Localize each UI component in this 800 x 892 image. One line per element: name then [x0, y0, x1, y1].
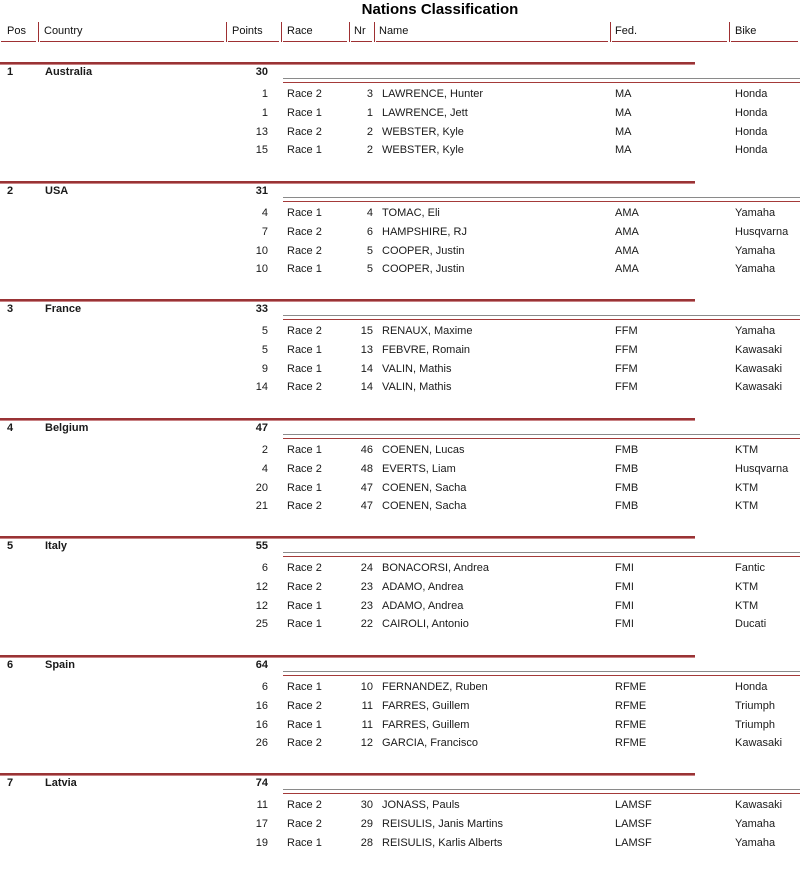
nation-section	[0, 536, 800, 655]
rider-points: 2	[261, 444, 268, 456]
nation-position: 6	[7, 659, 14, 671]
rider-race: Race 2	[287, 799, 322, 811]
rider-name: ADAMO, Andrea	[382, 600, 464, 612]
column-header-country: Country	[38, 22, 226, 42]
rider-bike: Kawasaki	[735, 363, 783, 375]
rider-number: 15	[360, 325, 373, 337]
rider-federation: FMB	[615, 463, 639, 475]
rider-number: 10	[360, 681, 373, 693]
rider-federation: AMA	[615, 226, 639, 238]
rider-federation: FFM	[615, 344, 638, 356]
rider-number: 11	[361, 700, 373, 712]
nation-section	[0, 62, 800, 181]
rider-bike: Honda	[735, 144, 768, 156]
rider-federation: FFM	[615, 363, 638, 375]
column-header-pos: Pos	[0, 22, 38, 42]
rider-name: COENEN, Sacha	[382, 500, 467, 512]
rider-name: COOPER, Justin	[382, 263, 465, 275]
rider-federation: MA	[615, 107, 632, 119]
nation-section	[0, 773, 800, 892]
nation-position: 7	[7, 777, 14, 789]
rider-federation: RFME	[615, 681, 647, 693]
nation-position: 1	[7, 66, 14, 78]
rider-number: 11	[361, 719, 373, 731]
nation-underline-gray	[283, 671, 800, 672]
rider-name: COENEN, Sacha	[382, 482, 467, 494]
rider-name: WEBSTER, Kyle	[382, 144, 464, 156]
nation-underline-gray	[283, 78, 800, 79]
rider-federation: LAMSF	[615, 818, 652, 830]
rider-race: Race 2	[287, 500, 322, 512]
nation-country: Australia	[45, 66, 93, 78]
rider-race: Race 2	[287, 226, 322, 238]
nation-points: 64	[255, 659, 268, 671]
rider-bike: Kawasaki	[735, 381, 783, 393]
rider-points: 5	[261, 344, 268, 356]
column-header-race: Race	[281, 22, 349, 42]
section-separator-line	[0, 655, 695, 658]
rider-race: Race 1	[287, 107, 322, 119]
rider-row	[0, 107, 800, 120]
rider-race: Race 1	[287, 837, 322, 849]
rider-row	[0, 245, 800, 258]
rider-name: WEBSTER, Kyle	[382, 126, 464, 138]
rider-points: 10	[255, 263, 268, 275]
rider-points: 4	[261, 463, 268, 475]
page-title: Nations Classification	[361, 1, 519, 18]
rider-points: 1	[261, 88, 268, 100]
nation-section	[0, 418, 800, 537]
rider-bike: Triumph	[735, 700, 775, 712]
rider-race: Race 1	[287, 144, 322, 156]
rider-bike: Honda	[735, 107, 768, 119]
rider-points: 11	[256, 799, 268, 811]
rider-race: Race 2	[287, 737, 322, 749]
rider-points: 6	[261, 681, 268, 693]
rider-bike: Kawasaki	[735, 344, 783, 356]
rider-points: 10	[255, 245, 268, 257]
rider-points: 13	[255, 126, 268, 138]
rider-race: Race 2	[287, 126, 322, 138]
rider-race: Race 2	[287, 245, 322, 257]
nation-points: 55	[255, 540, 268, 552]
rider-bike: Honda	[735, 126, 768, 138]
rider-row	[0, 737, 800, 750]
rider-federation: FMI	[615, 600, 634, 612]
rider-federation: AMA	[615, 207, 639, 219]
rider-points: 7	[261, 226, 268, 238]
nation-points: 74	[255, 777, 268, 789]
rider-race: Race 2	[287, 463, 322, 475]
rider-federation: FMB	[615, 500, 639, 512]
nation-underline-red	[283, 793, 800, 794]
rider-points: 5	[261, 325, 268, 337]
rider-federation: LAMSF	[615, 799, 652, 811]
nation-underline-red	[283, 556, 800, 557]
rider-race: Race 2	[287, 325, 322, 337]
rider-race: Race 2	[287, 700, 322, 712]
rider-points: 17	[255, 818, 268, 830]
nation-underline-red	[283, 438, 800, 439]
nation-points: 33	[255, 303, 268, 315]
rider-federation: RFME	[615, 700, 647, 712]
rider-federation: FFM	[615, 325, 638, 337]
rider-row	[0, 562, 800, 575]
rider-name: VALIN, Mathis	[382, 363, 452, 375]
column-header-bike: Bike	[729, 22, 800, 42]
nation-underline-red	[283, 201, 800, 202]
column-header-nr: Nr	[349, 22, 374, 42]
rider-race: Race 1	[287, 600, 322, 612]
nation-country: Italy	[45, 540, 68, 552]
rider-row	[0, 263, 800, 276]
rider-number: 28	[360, 837, 373, 849]
column-header-name: Name	[374, 22, 610, 42]
nation-position: 5	[7, 540, 14, 552]
nation-points: 30	[255, 66, 268, 78]
rider-name: FARRES, Guillem	[382, 719, 470, 731]
nation-country: Spain	[45, 659, 75, 671]
rider-bike: Yamaha	[735, 818, 776, 830]
rider-bike: Yamaha	[735, 207, 776, 219]
rider-bike: Yamaha	[735, 245, 776, 257]
nation-position: 2	[7, 185, 14, 197]
rider-points: 9	[261, 363, 268, 375]
rider-row	[0, 681, 800, 694]
rider-name: EVERTS, Liam	[382, 463, 456, 475]
rider-race: Race 1	[287, 444, 322, 456]
rider-name: RENAUX, Maxime	[382, 325, 473, 337]
nation-underline-gray	[283, 197, 800, 198]
rider-points: 20	[255, 482, 268, 494]
rider-row	[0, 600, 800, 613]
rider-name: VALIN, Mathis	[382, 381, 452, 393]
rider-federation: FMB	[615, 444, 639, 456]
rider-federation: FMI	[615, 618, 634, 630]
rider-race: Race 2	[287, 88, 322, 100]
rider-points: 4	[261, 207, 268, 219]
nation-country: USA	[45, 185, 69, 197]
rider-number: 29	[360, 818, 373, 830]
rider-number: 24	[360, 562, 373, 574]
rider-points: 12	[255, 581, 268, 593]
rider-name: FEBVRE, Romain	[382, 344, 471, 356]
rider-race: Race 2	[287, 581, 322, 593]
rider-federation: LAMSF	[615, 837, 652, 849]
rider-bike: KTM	[735, 444, 759, 456]
column-header-fed: Fed.	[610, 22, 729, 42]
rider-number: 5	[366, 263, 373, 275]
rider-federation: FFM	[615, 381, 638, 393]
nation-country: France	[45, 303, 82, 315]
rider-points: 1	[261, 107, 268, 119]
nation-underline-gray	[283, 434, 800, 435]
nation-underline-gray	[283, 789, 800, 790]
rider-number: 6	[366, 226, 373, 238]
nation-country: Latvia	[45, 777, 77, 789]
rider-name: REISULIS, Janis Martins	[382, 818, 504, 830]
rider-bike: Fantic	[735, 562, 765, 574]
nation-points: 47	[255, 422, 268, 434]
rider-bike: Husqvarna	[735, 226, 789, 238]
rider-row	[0, 482, 800, 495]
rider-name: JONASS, Pauls	[382, 799, 460, 811]
rider-federation: AMA	[615, 263, 639, 275]
rider-bike: KTM	[735, 600, 759, 612]
rider-bike: KTM	[735, 500, 759, 512]
rider-row	[0, 463, 800, 476]
rider-row	[0, 207, 800, 220]
nation-position: 4	[7, 422, 14, 434]
rider-bike: Yamaha	[735, 263, 776, 275]
rider-bike: Yamaha	[735, 325, 776, 337]
rider-federation: MA	[615, 126, 632, 138]
nation-underline-gray	[283, 315, 800, 316]
nation-country: Belgium	[45, 422, 89, 434]
rider-number: 47	[360, 500, 373, 512]
rider-number: 46	[360, 444, 373, 456]
rider-row	[0, 581, 800, 594]
rider-bike: Ducati	[735, 618, 767, 630]
rider-number: 1	[366, 107, 373, 119]
rider-race: Race 2	[287, 818, 322, 830]
rider-race: Race 1	[287, 719, 322, 731]
rider-number: 2	[366, 144, 373, 156]
rider-federation: RFME	[615, 719, 647, 731]
rider-number: 13	[360, 344, 373, 356]
rider-race: Race 1	[287, 681, 322, 693]
rider-number: 12	[360, 737, 373, 749]
rider-number: 4	[366, 207, 373, 219]
rider-points: 14	[255, 381, 268, 393]
rider-row	[0, 363, 800, 376]
nation-underline-red	[283, 82, 800, 83]
rider-name: FERNANDEZ, Ruben	[382, 681, 488, 693]
rider-number: 23	[360, 600, 373, 612]
rider-name: REISULIS, Karlis Alberts	[382, 837, 503, 849]
section-separator-line	[0, 181, 695, 184]
rider-row	[0, 126, 800, 139]
rider-number: 22	[360, 618, 373, 630]
section-separator-line	[0, 299, 695, 302]
rider-points: 25	[255, 618, 268, 630]
rider-points: 21	[255, 500, 268, 512]
rider-race: Race 2	[287, 562, 322, 574]
rider-number: 23	[360, 581, 373, 593]
rider-federation: MA	[615, 88, 632, 100]
rider-points: 16	[255, 700, 268, 712]
rider-name: BONACORSI, Andrea	[382, 562, 489, 574]
section-separator-line	[0, 536, 695, 539]
rider-row	[0, 500, 800, 513]
rider-race: Race 1	[287, 482, 322, 494]
rider-name: COENEN, Lucas	[382, 444, 465, 456]
rider-row	[0, 226, 800, 239]
rider-number: 48	[360, 463, 373, 475]
rider-number: 30	[360, 799, 373, 811]
rider-bike: Honda	[735, 681, 768, 693]
rider-number: 2	[366, 126, 373, 138]
rider-points: 16	[255, 719, 268, 731]
nation-underline-gray	[283, 552, 800, 553]
rider-federation: FMB	[615, 482, 639, 494]
rider-row	[0, 88, 800, 101]
rider-race: Race 1	[287, 363, 322, 375]
rider-number: 14	[360, 363, 373, 375]
rider-bike: Honda	[735, 88, 768, 100]
rider-points: 15	[255, 144, 268, 156]
rider-row	[0, 818, 800, 831]
nation-section	[0, 655, 800, 774]
rider-name: HAMPSHIRE, RJ	[382, 226, 467, 238]
rider-federation: FMI	[615, 581, 634, 593]
rider-row	[0, 325, 800, 338]
rider-bike: Husqvarna	[735, 463, 789, 475]
rider-race: Race 1	[287, 618, 322, 630]
section-separator-line	[0, 418, 695, 421]
rider-name: FARRES, Guillem	[382, 700, 470, 712]
rider-race: Race 1	[287, 263, 322, 275]
rider-name: CAIROLI, Antonio	[382, 618, 469, 630]
rider-name: LAWRENCE, Hunter	[382, 88, 484, 100]
rider-federation: RFME	[615, 737, 647, 749]
rider-name: ADAMO, Andrea	[382, 581, 464, 593]
rider-row	[0, 144, 800, 157]
nation-section	[0, 181, 800, 300]
rider-row	[0, 444, 800, 457]
rider-bike: Yamaha	[735, 837, 776, 849]
rider-points: 12	[255, 600, 268, 612]
rider-race: Race 2	[287, 381, 322, 393]
rider-number: 3	[366, 88, 373, 100]
rider-name: GARCIA, Francisco	[382, 737, 478, 749]
rider-name: TOMAC, Eli	[382, 207, 440, 219]
rider-number: 47	[360, 482, 373, 494]
nation-section	[0, 299, 800, 418]
rider-bike: Triumph	[735, 719, 775, 731]
table-header	[0, 22, 800, 42]
nation-points: 31	[255, 185, 268, 197]
rider-federation: AMA	[615, 245, 639, 257]
rider-name: COOPER, Justin	[382, 245, 465, 257]
rider-bike: KTM	[735, 482, 759, 494]
rider-points: 6	[261, 562, 268, 574]
nation-underline-red	[283, 319, 800, 320]
section-separator-line	[0, 773, 695, 776]
rider-row	[0, 344, 800, 357]
rider-race: Race 1	[287, 344, 322, 356]
rider-federation: FMI	[615, 562, 634, 574]
nation-position: 3	[7, 303, 14, 315]
section-separator-line	[0, 62, 695, 65]
rider-name: LAWRENCE, Jett	[382, 107, 468, 119]
rider-row	[0, 618, 800, 631]
rider-race: Race 1	[287, 207, 322, 219]
rider-federation: MA	[615, 144, 632, 156]
rider-row	[0, 719, 800, 732]
rider-row	[0, 381, 800, 394]
rider-number: 14	[360, 381, 373, 393]
column-header-points: Points	[226, 22, 281, 42]
nation-underline-red	[283, 675, 800, 676]
rider-points: 26	[255, 737, 268, 749]
rider-row	[0, 837, 800, 850]
rider-bike: Kawasaki	[735, 737, 783, 749]
rider-bike: KTM	[735, 581, 759, 593]
rider-points: 19	[255, 837, 268, 849]
rider-number: 5	[366, 245, 373, 257]
rider-bike: Kawasaki	[735, 799, 783, 811]
rider-row	[0, 799, 800, 812]
rider-row	[0, 700, 800, 713]
